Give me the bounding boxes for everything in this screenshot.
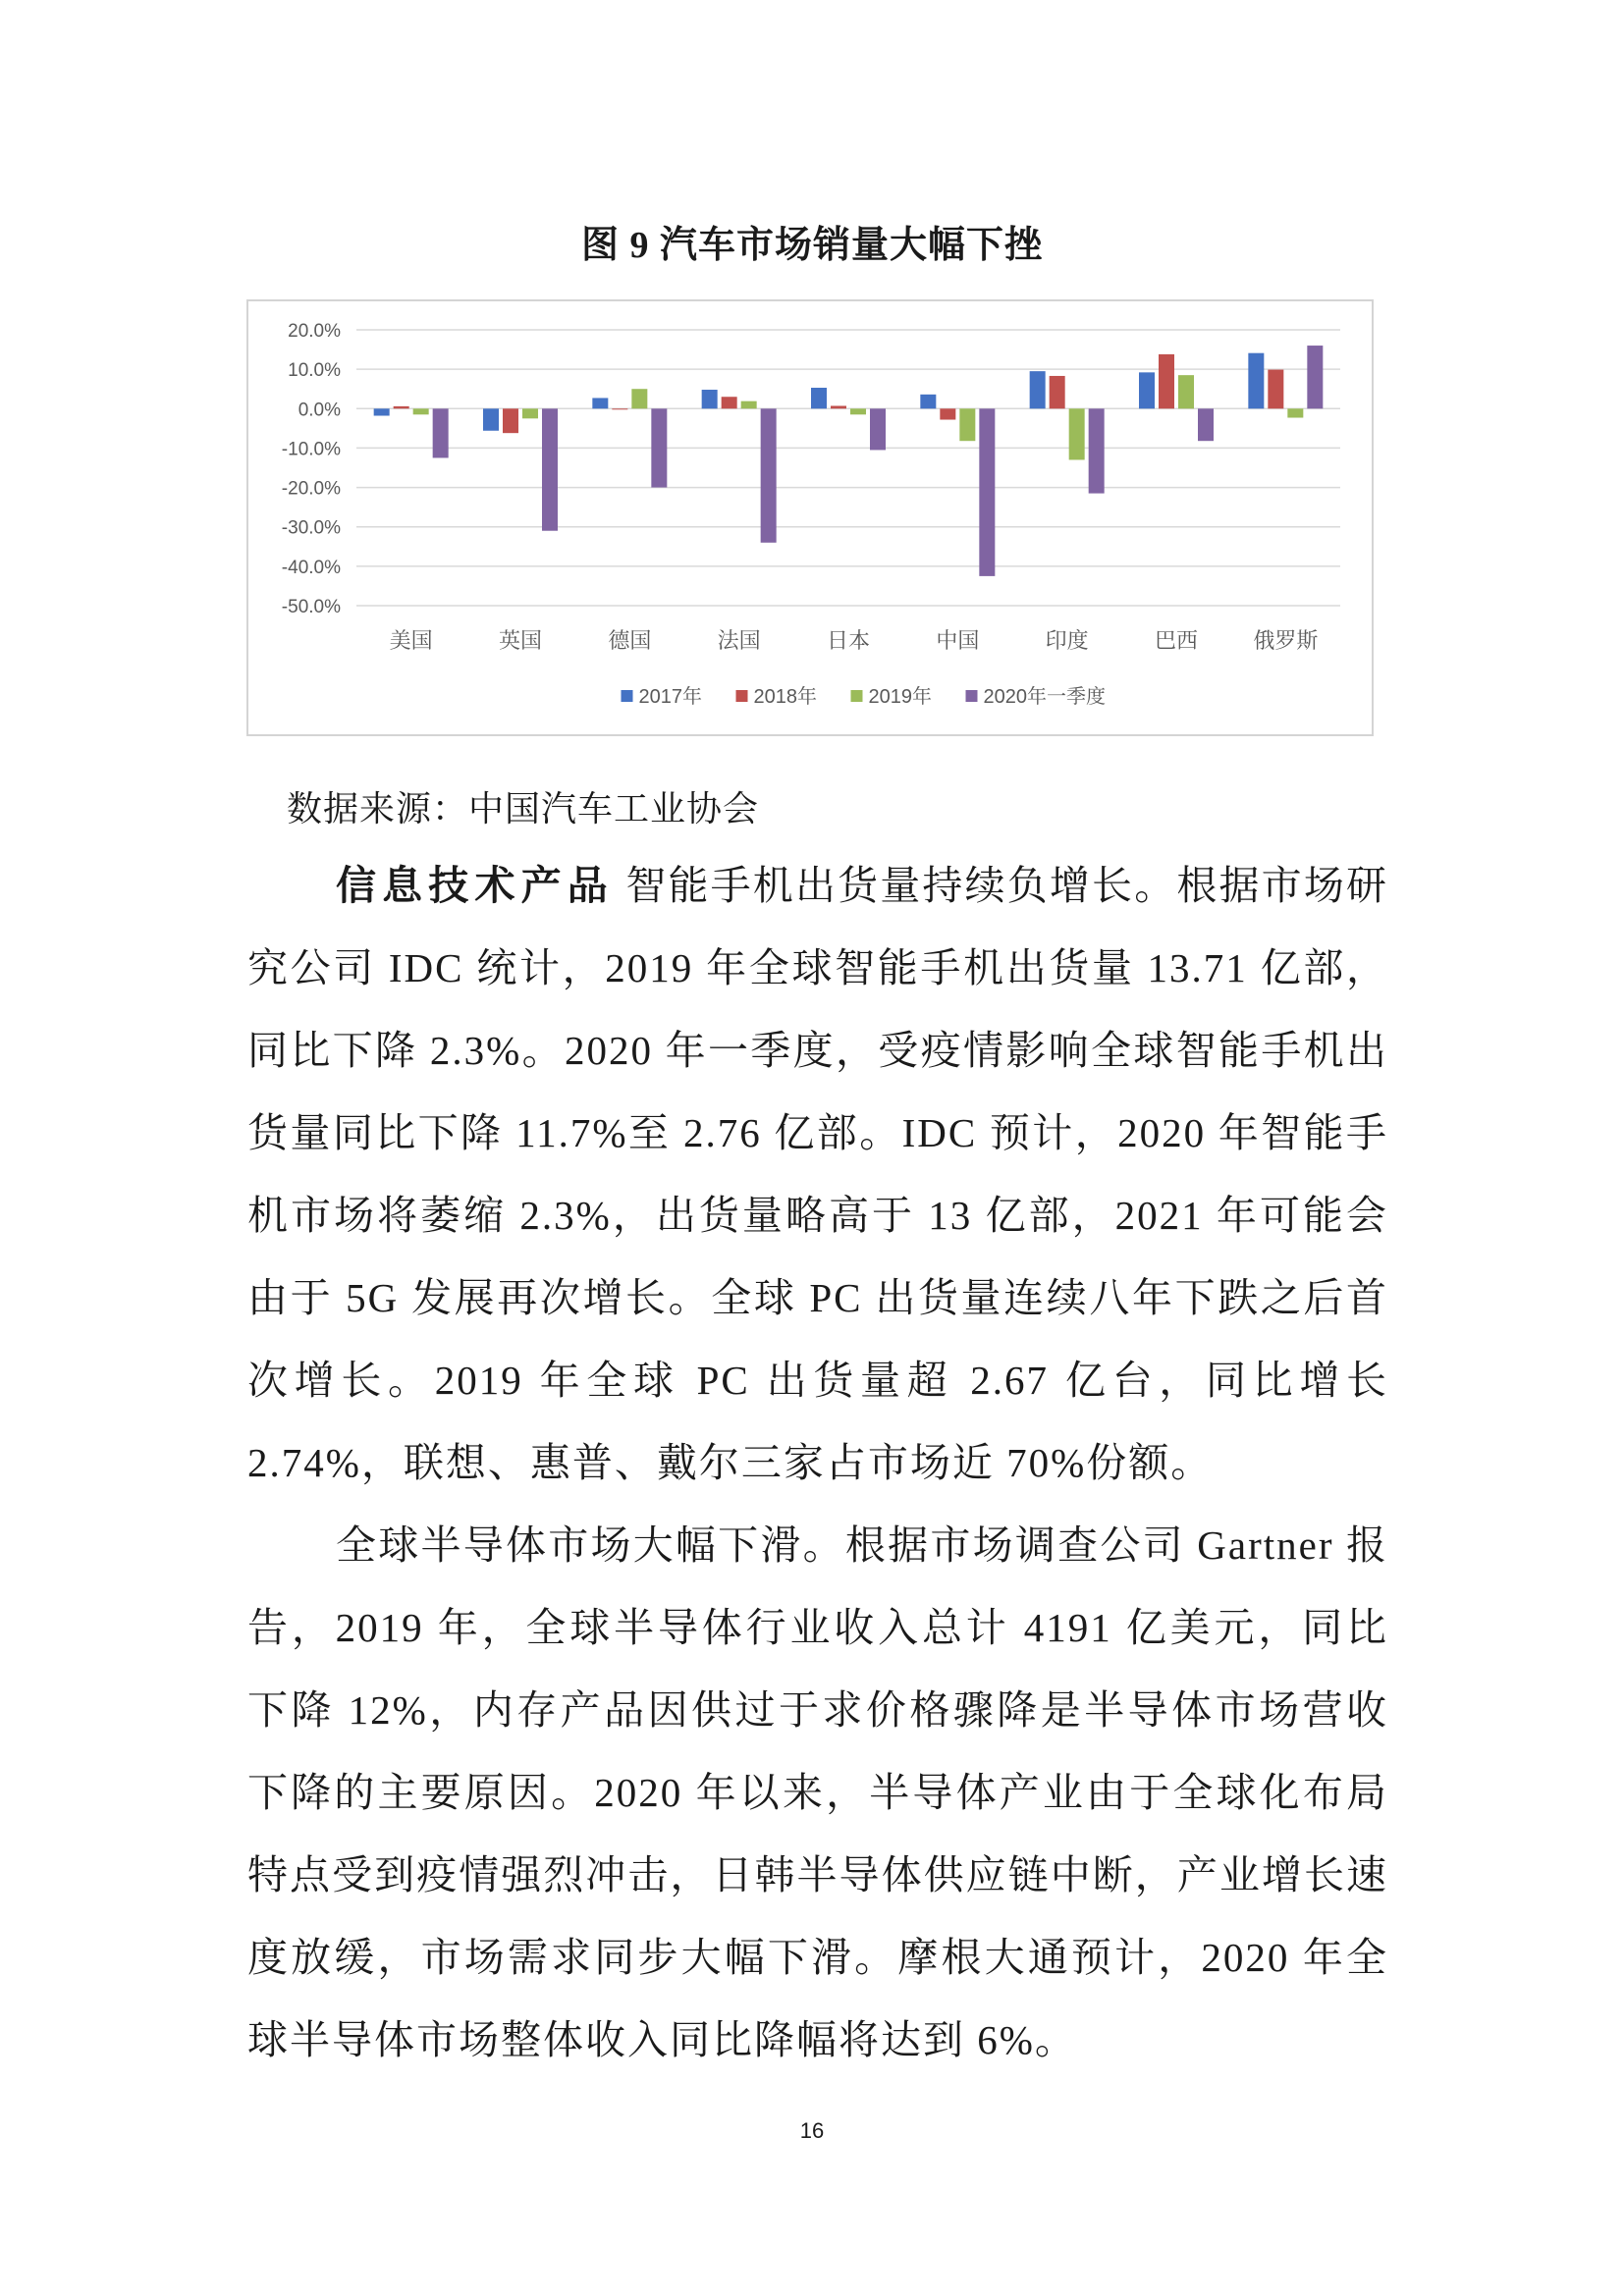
bar	[651, 408, 667, 487]
bar	[1139, 372, 1155, 408]
figure-title: 图 9 汽车市场销量大幅下挫	[580, 225, 1043, 266]
x-category-label: 印度	[1045, 628, 1089, 653]
bar	[612, 408, 627, 409]
legend-swatch	[736, 690, 748, 702]
bar	[1069, 408, 1085, 459]
bar	[542, 408, 558, 530]
x-category-label: 巴西	[1154, 628, 1199, 653]
bar	[413, 408, 429, 414]
bar	[433, 408, 449, 457]
y-tick-label: -30.0%	[281, 517, 341, 539]
bar	[592, 398, 608, 408]
legend-label: 2019年	[868, 686, 932, 708]
bar	[1287, 408, 1303, 417]
x-category-label: 英国	[498, 628, 543, 653]
x-category-label: 美国	[389, 628, 433, 653]
paragraph-lead: 信息技术产品	[336, 862, 614, 909]
legend-swatch	[851, 690, 863, 702]
paragraph-text: 全球半导体市场大幅下滑。根据市场调查公司 Gartner 报告，2019 年，全球半导体行业收入总计 4191 亿美元，同比下降 12%，内存产品因供过于求价格骤降是半导体市场营收下降的主要原因。2020 年以来，半导体产业由于全球化布局特点受到疫情强烈冲击，日韩半导体供应链中断，产业增长速度放缓，市场需求同步大幅下滑。摩根大通预计，2020 年全球半导体市场整体收入同比降幅将达到 6%。	[247, 1522, 1388, 2062]
bar	[811, 388, 827, 408]
bar	[850, 408, 866, 414]
chart-canvas	[248, 301, 1372, 734]
bar	[1089, 408, 1105, 493]
paragraph-semiconductor	[247, 1504, 1388, 2081]
bar	[831, 405, 846, 408]
bar	[920, 395, 936, 408]
bar	[394, 406, 409, 408]
x-category-label: 德国	[608, 628, 652, 653]
y-tick-label: 0.0%	[298, 400, 341, 421]
legend-label: 2020年一季度	[983, 686, 1106, 708]
bar	[940, 408, 955, 419]
bar	[522, 408, 538, 418]
bar	[503, 408, 518, 433]
bar	[741, 401, 757, 409]
bar	[374, 408, 390, 415]
bar	[870, 408, 886, 450]
y-tick-label: -50.0%	[281, 597, 341, 617]
bar	[959, 408, 975, 441]
y-tick-label: -40.0%	[281, 557, 341, 578]
bar	[1050, 376, 1065, 408]
x-category-label: 中国	[936, 628, 980, 653]
bar	[1307, 346, 1323, 408]
legend-label: 2018年	[753, 686, 817, 708]
paragraph-text: 智能手机出货量持续负增长。根据市场研究公司 IDC 统计，2019 年全球智能手机出货量 13.71 亿部，同比下降 2.3%。2020 年一季度，受疫情影响全球智能手机出货量同比下降 11.7%至 2.76 亿部。IDC 预计，2020 年智能手机市场将萎缩 2.3%，出货量略高于 13 亿部，2021 年可能会由于 5G 发展再次增长。全球 PC 出货量连续八年下跌之后首次增长。2019 年全球 PC 出货量超 2.67 亿台，同比增长 2.74%，联想、惠普、戴尔三家占市场近 70%份额。	[247, 863, 1388, 1485]
bar	[979, 408, 995, 576]
body-text	[247, 844, 1388, 2081]
legend-swatch	[966, 690, 978, 702]
y-tick-label: 10.0%	[288, 360, 341, 382]
data-source: 数据来源：中国汽车工业协会	[287, 789, 760, 828]
legend-label: 2017年	[638, 686, 702, 708]
bar	[1159, 354, 1174, 408]
x-category-label: 日本	[826, 628, 871, 653]
y-tick-label: -20.0%	[281, 478, 341, 500]
paragraph-it-products	[247, 844, 1388, 1504]
bar	[761, 408, 777, 542]
bar	[1248, 353, 1264, 409]
bar	[1178, 375, 1194, 408]
bar	[702, 390, 718, 408]
bar	[722, 397, 737, 408]
page-number: 16	[799, 2118, 825, 2143]
y-tick-label: -10.0%	[281, 439, 341, 460]
bar	[1268, 370, 1283, 409]
bar	[1198, 408, 1214, 441]
bar	[483, 408, 499, 430]
x-category-label: 俄罗斯	[1253, 628, 1319, 653]
legend-swatch	[622, 690, 633, 702]
bar	[631, 389, 647, 408]
x-category-label: 法国	[717, 628, 761, 653]
bar	[1030, 371, 1046, 408]
y-tick-label: 20.0%	[288, 321, 341, 342]
sales-bar-chart	[246, 299, 1374, 736]
